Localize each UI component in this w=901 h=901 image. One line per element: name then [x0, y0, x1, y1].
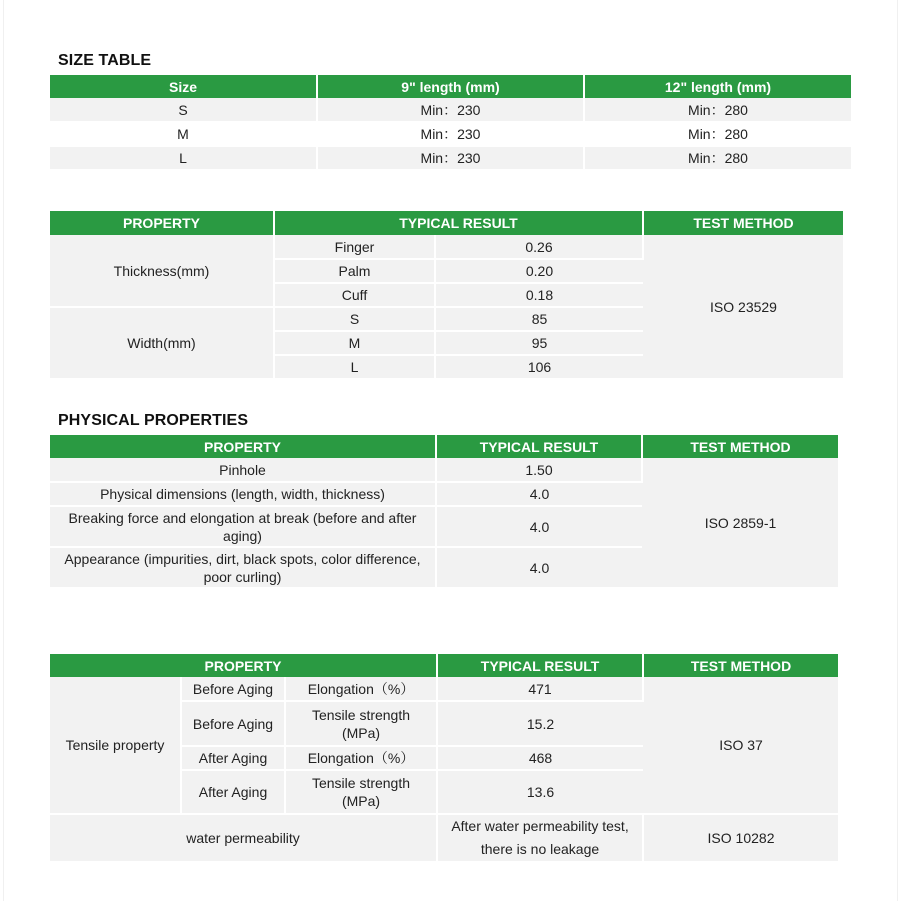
size-table-title: SIZE TABLE	[58, 52, 152, 69]
test-method-cell: ISO 23529	[643, 235, 843, 379]
result-cell: 1.50	[436, 458, 642, 482]
table-row	[50, 677, 838, 701]
size-cell: S	[274, 307, 435, 331]
table-row	[50, 146, 851, 170]
size-table	[50, 75, 851, 171]
result-cell: 15.2	[437, 701, 643, 746]
size-cell: M	[274, 331, 435, 355]
size-cell: L	[274, 355, 435, 379]
water-permeability-label: water permeability	[50, 814, 437, 862]
twelve-inch-header: 12" length (mm)	[584, 75, 851, 98]
physical-properties-title: PHYSICAL PROPERTIES	[58, 412, 249, 429]
result-cell: 13.6	[437, 770, 643, 814]
thickness-label: Thickness(mm)	[50, 235, 274, 307]
nine-inch-header: 9" length (mm)	[317, 75, 584, 98]
table-row	[50, 235, 843, 259]
typical-result-header: TYPICAL RESULT	[274, 211, 643, 235]
table-row	[50, 122, 851, 146]
dimension-table	[50, 211, 843, 380]
tensile-header-row	[50, 654, 838, 677]
test-method-cell: ISO 2859-1	[642, 458, 838, 588]
twelve-inch-cell: Min：280	[584, 146, 851, 170]
twelve-inch-cell: Min：280	[584, 98, 851, 122]
twelve-inch-cell: Min：280	[584, 122, 851, 146]
width-label: Width(mm)	[50, 307, 274, 379]
result-cell: 471	[437, 677, 643, 701]
value-cell: 0.20	[435, 259, 643, 283]
typical-result-header: TYPICAL RESULT	[437, 654, 643, 677]
size-cell: L	[50, 146, 317, 170]
measure-point-cell: Palm	[274, 259, 435, 283]
dimension-table-header-row	[50, 211, 843, 235]
property-header: PROPERTY	[50, 435, 436, 458]
nine-inch-cell: Min：230	[317, 146, 584, 170]
result-cell: 468	[437, 746, 643, 770]
size-cell: S	[50, 98, 317, 122]
measure-cell: Elongation（%）	[285, 746, 437, 770]
table-row	[50, 98, 851, 122]
table-row	[50, 458, 838, 482]
physical-header-row	[50, 435, 838, 458]
size-table-header-row	[50, 75, 851, 98]
result-cell: 4.0	[436, 547, 642, 588]
table-row	[50, 814, 838, 862]
measure-cell: Elongation（%）	[285, 677, 437, 701]
property-cell: Pinhole	[50, 458, 436, 482]
aging-cell: After Aging	[181, 746, 285, 770]
aging-cell: After Aging	[181, 770, 285, 814]
typical-result-header: TYPICAL RESULT	[436, 435, 642, 458]
test-method-header: TEST METHOD	[642, 435, 838, 458]
property-cell: Physical dimensions (length, width, thickness)	[50, 482, 436, 506]
value-cell: 0.26	[435, 235, 643, 259]
size-header: Size	[50, 75, 317, 98]
result-cell: 4.0	[436, 482, 642, 506]
value-cell: 85	[435, 307, 643, 331]
nine-inch-cell: Min：230	[317, 122, 584, 146]
test-method-header: TEST METHOD	[643, 211, 843, 235]
water-permeability-method: ISO 10282	[643, 814, 838, 862]
aging-cell: Before Aging	[181, 701, 285, 746]
value-cell: 95	[435, 331, 643, 355]
test-method-cell: ISO 37	[643, 677, 838, 814]
size-cell: M	[50, 122, 317, 146]
test-method-header: TEST METHOD	[643, 654, 838, 677]
result-cell: 4.0	[436, 506, 642, 547]
measure-cell: Tensile strength (MPa)	[285, 701, 437, 746]
water-permeability-result: After water permeability test, there is no leakage	[437, 814, 643, 862]
tensile-property-label: Tensile property	[50, 677, 181, 814]
property-header: PROPERTY	[50, 654, 437, 677]
value-cell: 106	[435, 355, 643, 379]
tensile-table	[50, 654, 838, 863]
physical-properties-table	[50, 435, 838, 589]
measure-point-cell: Finger	[274, 235, 435, 259]
aging-cell: Before Aging	[181, 677, 285, 701]
value-cell: 0.18	[435, 283, 643, 307]
property-cell: Breaking force and elongation at break (before and after aging)	[50, 506, 436, 547]
property-header: PROPERTY	[50, 211, 274, 235]
nine-inch-cell: Min：230	[317, 98, 584, 122]
property-cell: Appearance (impurities, dirt, black spots, color difference, poor curling)	[50, 547, 436, 588]
measure-cell: Tensile strength (MPa)	[285, 770, 437, 814]
measure-point-cell: Cuff	[274, 283, 435, 307]
